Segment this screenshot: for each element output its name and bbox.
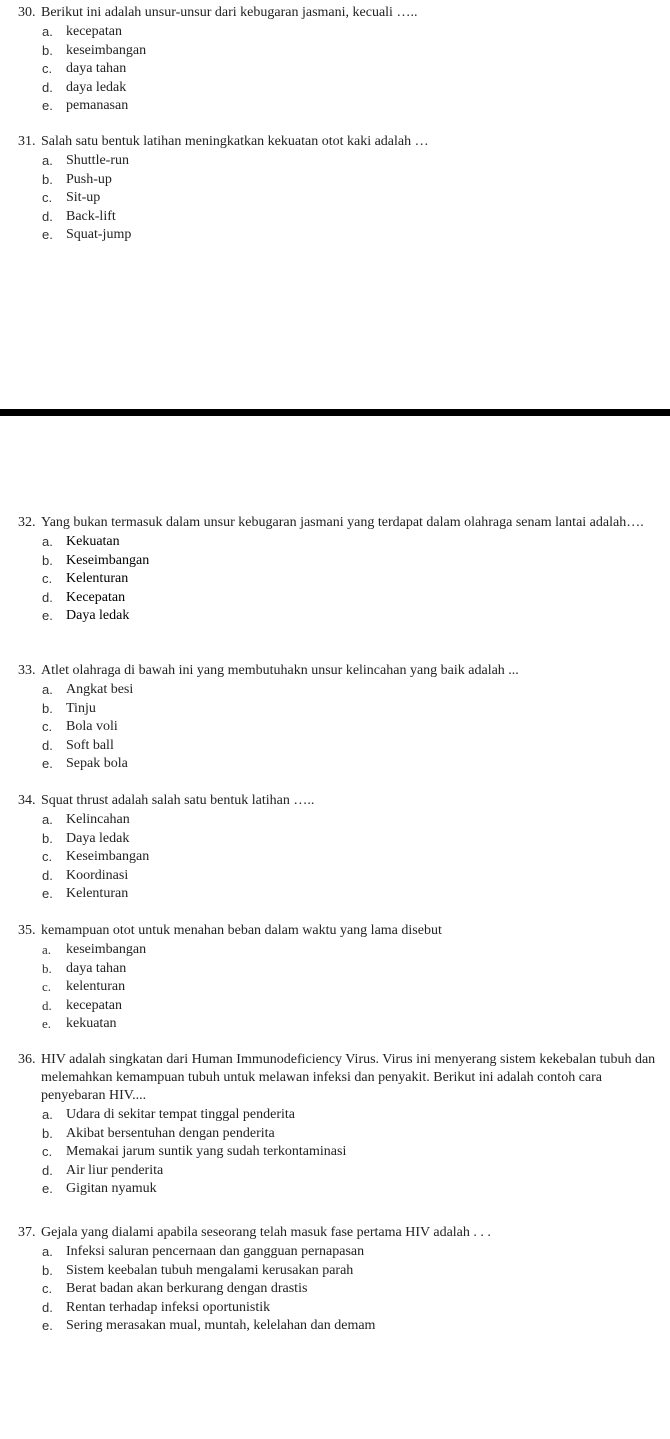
option-e: e. kekuatan [42, 1016, 117, 1032]
option-e: e. Kelenturan [42, 886, 129, 902]
option-d: d. kecepatan [42, 997, 122, 1013]
option-a: a. kecepatan [42, 24, 122, 39]
question-number: 32. [18, 515, 36, 530]
option-e: e. Squat-jump [42, 227, 132, 243]
question-text: HIV adalah singkatan dari Human Immunodeficiency Virus. Virus ini menyerang sistem kekebalan tubuh dan melemahkan kemampuan tubuh untuk melawan infeksi dan penyakit. Berikut ini adalah contoh cara penyebaran HIV.... [41, 1052, 656, 1103]
option-a: a. Infeksi saluran pencernaan dan gangguan pernapasan [42, 1244, 365, 1259]
option-b: b. keseimbangan [42, 42, 147, 58]
option-b: b. Keseimbangan [42, 552, 150, 568]
question-36 [18, 1051, 658, 1199]
option-d: d. daya ledak [42, 79, 127, 95]
option-d: d. Soft ball [42, 737, 114, 753]
option-b: b. Tinju [42, 700, 96, 716]
question-number: 36. [18, 1052, 36, 1067]
question-number: 30. [18, 5, 36, 20]
question-text: Salah satu bentuk latihan meningkatkan kekuatan otot kaki adalah … [41, 134, 429, 149]
option-b: b. Daya ledak [42, 830, 130, 846]
option-b: b. Push-up [42, 171, 112, 187]
option-d: d. Koordinasi [42, 867, 129, 883]
option-b: b. Akibat bersentuhan dengan penderita [42, 1125, 275, 1141]
question-number: 35. [18, 923, 36, 938]
question-33 [18, 662, 658, 774]
question-text: Yang bukan termasuk dalam unsur kebugaran jasmani yang terdapat dalam olahraga senam lantai adalah…. [41, 515, 644, 530]
question-37 [18, 1224, 658, 1336]
option-c: c. Bola voli [42, 719, 118, 735]
option-c: c. kelenturan [42, 979, 126, 995]
option-e: e. Sepak bola [42, 756, 128, 772]
page-divider [0, 409, 670, 416]
question-number: 33. [18, 663, 36, 678]
option-a: a. Shuttle-run [42, 153, 129, 168]
option-e: e. pemanasan [42, 98, 129, 114]
option-d: d. Back-lift [42, 208, 116, 224]
option-b: b. daya tahan [42, 960, 127, 976]
question-text: Gejala yang dialami apabila seseorang telah masuk fase pertama HIV adalah . . . [41, 1225, 491, 1240]
question-35 [18, 922, 658, 1034]
option-a: a. Kelincahan [42, 812, 130, 827]
option-a: a. Angkat besi [42, 682, 134, 697]
option-e: e. Daya ledak [42, 608, 130, 624]
option-d: d. Rentan terhadap infeksi oportunistik [42, 1299, 271, 1315]
question-32 [18, 514, 658, 626]
question-31 [18, 133, 658, 245]
option-a: a. Udara di sekitar tempat tinggal penderita [42, 1107, 295, 1122]
option-e: e. Sering merasakan mual, muntah, kelelahan dan demam [42, 1318, 376, 1334]
option-b: b. Sistem keebalan tubuh mengalami kerusakan parah [42, 1262, 354, 1278]
question-text: Atlet olahraga di bawah ini yang membutuhakn unsur kelincahan yang baik adalah ... [41, 663, 519, 678]
option-c: c. daya tahan [42, 61, 127, 77]
question-text: kemampuan otot untuk menahan beban dalam waktu yang lama disebut [41, 923, 442, 938]
question-number: 37. [18, 1225, 36, 1240]
question-text: Berikut ini adalah unsur-unsur dari kebugaran jasmani, kecuali ….. [41, 5, 418, 20]
option-c: c. Keseimbangan [42, 849, 150, 865]
option-a: a. Kekuatan [42, 534, 120, 549]
option-d: d. Air liur penderita [42, 1162, 164, 1178]
question-number: 34. [18, 793, 36, 808]
question-number: 31. [18, 134, 36, 149]
question-30 [18, 4, 658, 116]
option-e: e. Gigitan nyamuk [42, 1181, 157, 1197]
option-d: d. Kecepatan [42, 589, 126, 605]
option-c: c. Sit-up [42, 190, 101, 206]
question-34 [18, 792, 658, 904]
option-c: c. Berat badan akan berkurang dengan drastis [42, 1281, 308, 1297]
option-c: c. Memakai jarum suntik yang sudah terkontaminasi [42, 1144, 347, 1160]
option-a: a. keseimbangan [42, 942, 147, 957]
option-c: c. Kelenturan [42, 571, 129, 587]
question-text: Squat thrust adalah salah satu bentuk latihan ….. [41, 793, 315, 808]
